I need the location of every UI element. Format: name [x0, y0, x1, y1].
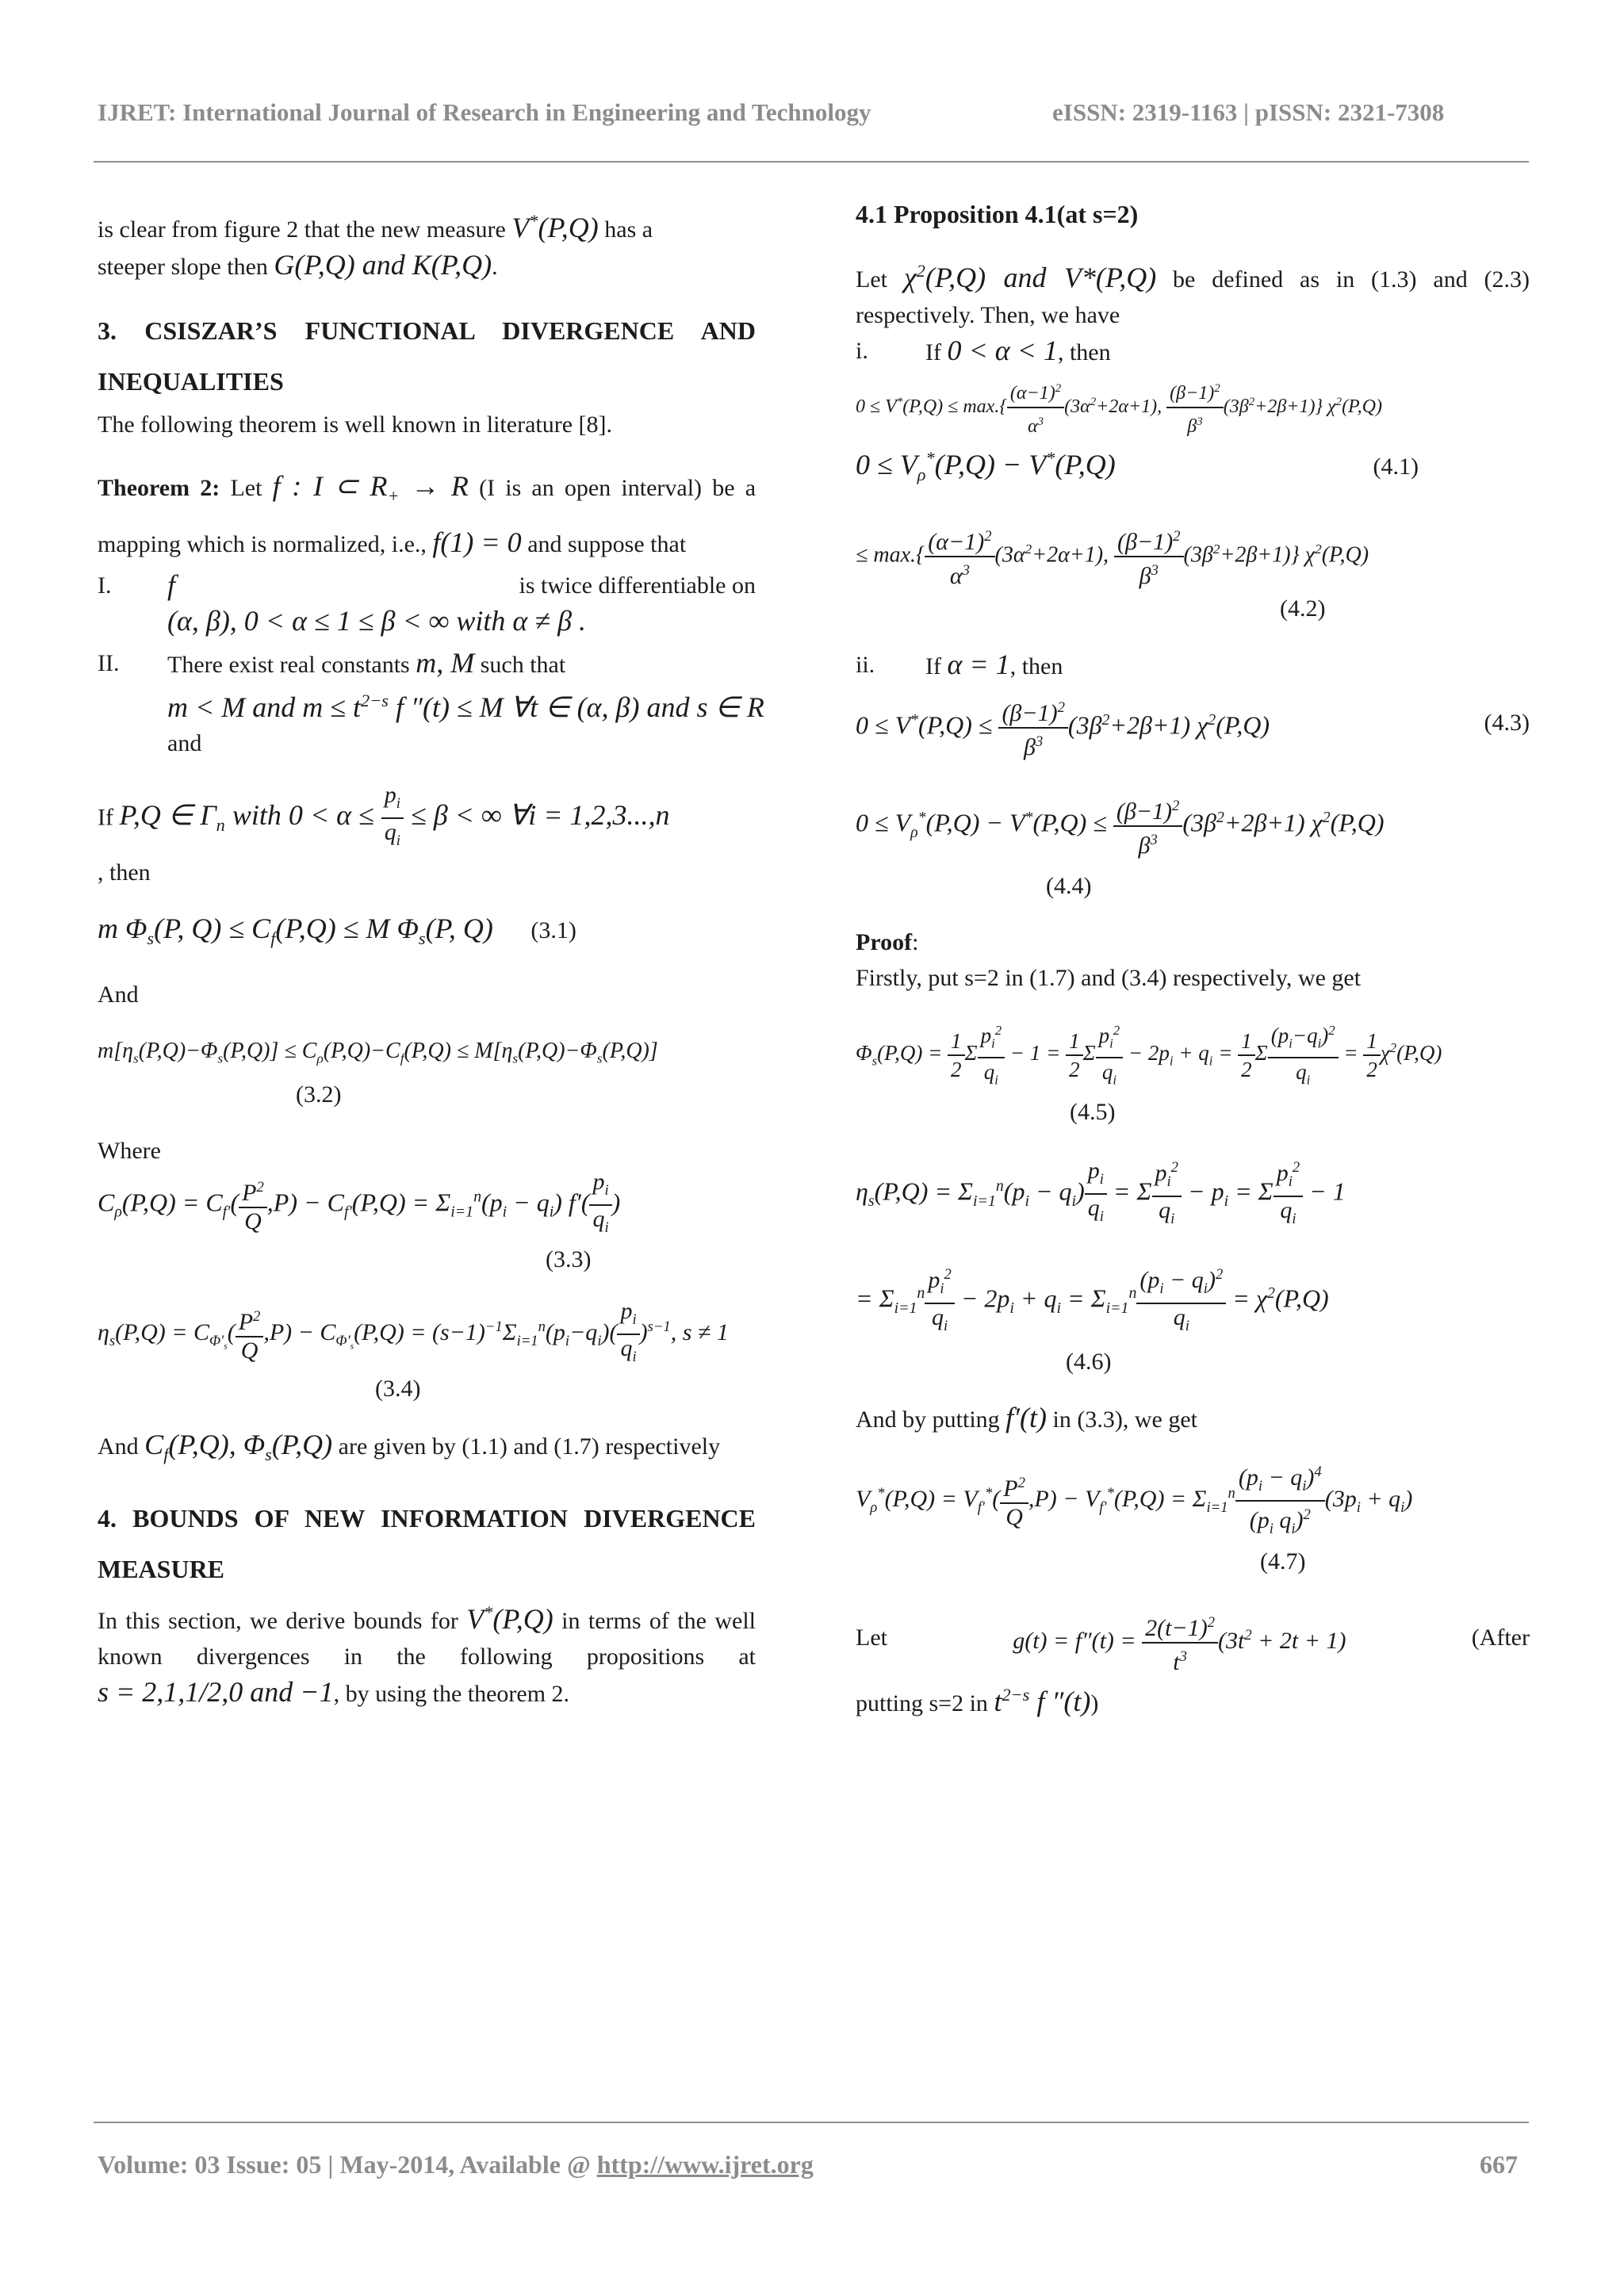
footer-volume: Volume: 03 Issue: 05 | May-2014, Available @ http://www.ijret.org — [98, 2150, 814, 2179]
theorem-2: Theorem 2: Let f : I ⊂ $R_+ \to R$ (I is an open interval) be a mapping which is normalized, i.e., f(1) = 0 and suppose that — [98, 470, 756, 559]
header-rule — [94, 161, 1529, 163]
case-ii: ii. If α = 1, then — [856, 649, 1063, 680]
and-label: And — [98, 982, 139, 1008]
where-label: Where — [98, 1137, 161, 1164]
right-column: 4.1 Proposition 4.1(at s=2) Let $\chi^2(P,Q)$ and V*(P,Q) be defined as in (1.3) and (2.3) respectively. Then, we have i. If 0 < α < 1, then 0 ≤ V*(P,Q) ≤ max.{ $\frac{(\alpha-1)^2}{\alpha^3}$ $(3\alpha^2+2\alpha+1)$, $\frac{(\beta-1)^2}{\beta^3}$ $(3\beta^2+2\beta+1)$} $\chi^2(P,Q)$ $0 \le V_\rho^*(P,Q) - V^*(P,Q)$ (4.1) ≤ max.{ $\frac{(\alpha-1)^2}{\alpha^3}$ $(3\alpha^2+2\alpha+1)$, $\frac{(\beta-1)^2}{\beta^3}$ $(3\beta^2+2\beta+1)$} $\chi^2(P,Q)$ (4.2) ii. If α = 1, then 0 ≤ V*(P,Q) ≤ $\frac{(\beta-1)^2}{\beta^3}$ $(3\beta^2+2\beta+1)$ $\chi^2(P,Q)$ (4.3) $0 \le V_\rho^*(P,Q) - V^*(P,Q)$ ≤ $\frac{(\beta-1)^2}{\beta^3}$ $(3\beta^2+2\beta+1)$ $\chi^2(P,Q)$ (4.4) Proof: Firstly, put s=2 in (1.7) and (3.4) respectively, we get $\Phi_s(P,Q)$ = $\frac{1}{2}$ Σ $\frac{p_i^2}{q_i}$ − 1 = $\frac{1}{2}$ Σ $\frac{p_i^2}{q_i}$ − $2p_i + q_i$ = $\frac{1}{2}$ Σ $\frac{(p_i-q_i)^2}{q_i}$ = $\frac{1}{2}$ $\chi^2(P,Q)$ (4.5) $\eta_s(P,Q) = \Sigma_{i=1}^n(p_i - q_i)$ $\frac{p_i}{q_i}$ = Σ $\frac{p_i^2}{q_i}$ − $p_i = \Sigma$ $\frac{p_i^2}{q_i}$ − 1 = $\Sigma_{i=1}^n$ $\frac{p_i^2}{q_i}$ − $2p_i + q_i = \Sigma_{i=1}^n$ $\frac{(p_i - q_i)^2}{q_i}$ = $\chi^2(P,Q)$ (4.6) And by putting f′(t) in (3.3), we get $V_\rho^*(P,Q) = V_{f'}^*$( $\frac{P^2}{Q}$ $,P) - V_{f'}^*(P,Q) = \Sigma_{i=1}^n$ $\frac{(p_i - q_i)^4}{(p_i q_i)^2}$ $(3p_i + q_i)$ (4.7) Let g(t) = f″(t) = $\frac{2(t-1)^2}{t^3}$ $(3t^2 + 2t + 1)$ (After putting s=2 in $t^{2-s}$ f ″(t)) — [856, 197, 1530, 1721]
proposition-intro: Let $\chi^2(P,Q)$ and V*(P,Q) be defined as in (1.3) and (2.3) respectively. Then, we have — [856, 261, 1530, 328]
proposition-title: 4.1 Proposition 4.1(at s=2) — [856, 200, 1139, 228]
section-3-text: The following theorem is well known in literature [8]. — [98, 411, 612, 438]
proof-text: Firstly, put s=2 in (1.7) and (3.4) respectively, we get — [856, 965, 1362, 992]
equation-4-7: $V_\rho^*(P,Q) = V_{f'}^*$( $\frac{P^2}{Q}$ $,P) - V_{f'}^*(P,Q) = \Sigma_{i=1}^n$ $\frac{(p_i - q_i)^4}{(p_i q_i)^2}$ $(3p_i + q_i)$ — [856, 1458, 1530, 1544]
condition-if: If P,Q ∈ $\Gamma_n$ with 0 < α ≤ $\frac{p_i}{q_i}$ ≤ β < ∞ ∀i = 1,2,3...,n , then — [98, 782, 670, 886]
equation-4-6a: $\eta_s(P,Q) = \Sigma_{i=1}^n(p_i - q_i)$ $\frac{p_i}{q_i}$ = Σ $\frac{p_i^2}{q_i}$ − $p_i = \Sigma$ $\frac{p_i^2}{q_i}$ − 1 — [856, 1150, 1530, 1237]
issn-header: eISSN: 2319-1163 | pISSN: 2321-7308 — [1052, 98, 1445, 126]
putting-text: And by putting f′(t) in (3.3), we get — [856, 1401, 1197, 1433]
condition-2: II. There exist real constants m, M such that m < M and $m \le t^{2-s}$ f ″(t) ≤ M ∀t ∈ (α, β) and s ∈ R and — [98, 647, 764, 757]
equation-3-2: $m[\eta_s(P,Q)-\Phi_s(P,Q)] \le C_\rho(P,Q)-C_f(P,Q) \le M[\eta_s(P,Q)-\Phi_s(P,Q)]$ — [98, 1039, 658, 1066]
journal-header: IJRET: International Journal of Research in Engineering and Technology — [98, 98, 871, 126]
footer-rule — [94, 2122, 1529, 2123]
case-i: i. If 0 < α < 1, then — [856, 335, 1111, 366]
page-number: 667 — [1480, 2150, 1518, 2179]
equation-3-1: m $\Phi_s(P$, $Q) \le C_f(P,Q) \le M$ $\Phi_s(P$, Q) (3.1) — [98, 913, 576, 949]
section-3-title: 3. CSISZAR’S FUNCTIONAL DIVERGENCE AND INEQUALITIES — [98, 316, 756, 396]
equation-3-3: $C_\rho(P,Q) = C_{f'}$( $\frac{P^2}{Q}$ $,P) - C_{f'}(P,Q) = \Sigma_{i=1}^n(p_i - q_i)$ f′( $\frac{p_i}{q_i}$ ) — [98, 1168, 621, 1236]
section-4-title: 4. BOUNDS OF NEW INFORMATION DIVERGENCE MEASURE — [98, 1504, 756, 1584]
equation-3-4: $\eta_s(P,Q) = C_{\Phi'_s}$( $\frac{P^2}{Q}$ $,P) - C_{\Phi'_s}(P,Q) = (s-1)^{-1}\Sigma_{i=1}^n(p_i-q_i)$( $\frac{p_i}{q_i}$ )$^{s-1}$, s ≠ 1 — [98, 1297, 729, 1365]
journal-url-link[interactable]: http://www.ijret.org — [596, 2150, 814, 2179]
equation-4-3: 0 ≤ V*(P,Q) ≤ $\frac{(\beta-1)^2}{\beta^3}$ $(3\beta^2+2\beta+1)$ $\chi^2(P,Q)$ (4.3) — [856, 684, 1530, 761]
inequality-i-a: 0 ≤ V*(P,Q) ≤ max.{ $\frac{(\alpha-1)^2}{\alpha^3}$ $(3\alpha^2+2\alpha+1)$, $\frac{(\beta-1)^2}{\beta^3}$ $(3\beta^2+2\beta+1)$} $\chi^2(P,Q)$ — [856, 370, 1530, 440]
equation-4-1: $0 \le V_\rho^*(P,Q) - V^*(P,Q)$ (4.1) — [856, 448, 1419, 485]
left-column: is clear from figure 2 that the new measure V*(P,Q) has a steeper slope then G(P,Q) and K(P,Q). 3. CSISZAR’S FUNCTIONAL DIVERGENCE AND INEQUALITIES The following theorem is well known in literature [8]. Theorem 2: Let f : I ⊂ $R_+ \to R$ (I is an open interval) be a mapping which is normalized, i.e., f(1) = 0 and suppose that I. f is twice differentiable on (α, β), 0 < α ≤ 1 ≤ β < ∞ with α ≠ β . II. There exist real constants m, M such that m < M and $m \le t^{2-s}$ f ″(t) ≤ M ∀t ∈ (α, β) and s ∈ R and If P,Q ∈ $\Gamma_n$ with 0 < α ≤ $\frac{p_i}{q_i}$ ≤ β < ∞ ∀i = 1,2,3...,n , then m $\Phi_s(P$, $Q) \le C_f(P,Q) \le M$ $\Phi_s(P$, Q) (3.1) And $m[\eta_s(P,Q)-\Phi_s(P,Q)] \le C_\rho(P,Q)-C_f(P,Q) \le M[\eta_s(P,Q)-\Phi_s(P,Q)]$ (3.2) Where $C_\rho(P,Q) = C_{f'}$( $\frac{P^2}{Q}$ $,P) - C_{f'}(P,Q) = \Sigma_{i=1}^n(p_i - q_i)$ f′( $\frac{p_i}{q_i}$ ) (3.3) $\eta_s(P,Q) = C_{\Phi'_s}$( $\frac{P^2}{Q}$ $,P) - C_{\Phi'_s}(P,Q) = (s-1)^{-1}\Sigma_{i=1}^n(p_i-q_i)$( $\frac{p_i}{q_i}$ )$^{s-1}$, s ≠ 1 (3.4) And $C_f(P,Q)$, $\Phi_s(P,Q)$ are given by (1.1) and (1.7) respectively 4. BOUNDS OF NEW INFORMATION DIVERGENCE MEASURE In this section, we derive bounds for V*(P,Q) in terms of the well known divergences in the following propositions at s = 2,1,1/2,0 and −1, by using the theorem 2. — [98, 198, 756, 1712]
proof-label: Proof: — [856, 929, 919, 956]
given-paragraph: And $C_f(P,Q)$, $\Phi_s(P,Q)$ are given by (1.1) and (1.7) respectively — [98, 1428, 721, 1465]
after-text: putting s=2 in $t^{2-s}$ f ″(t)) — [856, 1684, 1099, 1717]
equation-4-4: $0 \le V_\rho^*(P,Q) - V^*(P,Q)$ ≤ $\frac{(\beta-1)^2}{\beta^3}$ $(3\beta^2+2\beta+1)$ $\chi^2(P,Q)$ — [856, 782, 1530, 868]
intro-paragraph: is clear from figure 2 that the new measure V*(P,Q) has a steeper slope then G(P,Q) and K(P,Q). — [98, 211, 653, 281]
condition-1: I. f is twice differentiable on (α, β), 0 < α ≤ 1 ≤ β < ∞ with α ≠ β . — [98, 569, 756, 637]
equation-4-5: $\Phi_s(P,Q)$ = $\frac{1}{2}$ Σ $\frac{p_i^2}{q_i}$ − 1 = $\frac{1}{2}$ Σ $\frac{p_i^2}{q_i}$ − $2p_i + q_i$ = $\frac{1}{2}$ Σ $\frac{(p_i-q_i)^2}{q_i}$ = $\frac{1}{2}$ $\chi^2(P,Q)$ — [856, 1016, 1530, 1093]
equation-4-6b: = $\Sigma_{i=1}^n$ $\frac{p_i^2}{q_i}$ − $2p_i + q_i = \Sigma_{i=1}^n$ $\frac{(p_i - q_i)^2}{q_i}$ = $\chi^2(P,Q)$ — [856, 1257, 1530, 1344]
inequality-i-b: ≤ max.{ $\frac{(\alpha-1)^2}{\alpha^3}$ $(3\alpha^2+2\alpha+1)$, $\frac{(\beta-1)^2}{\beta^3}$ $(3\beta^2+2\beta+1)$} $\chi^2(P,Q)$ — [856, 514, 1530, 591]
section-4-text: In this section, we derive bounds for V*(P,Q) in terms of the well known divergences in the following propositions at s = 2,1,1/2,0 and −1, by using the theorem 2. — [98, 1602, 756, 1709]
g-definition: Let g(t) = f″(t) = $\frac{2(t-1)^2}{t^3}$ $(3t^2 + 2t + 1)$ (After — [856, 1600, 1530, 1677]
